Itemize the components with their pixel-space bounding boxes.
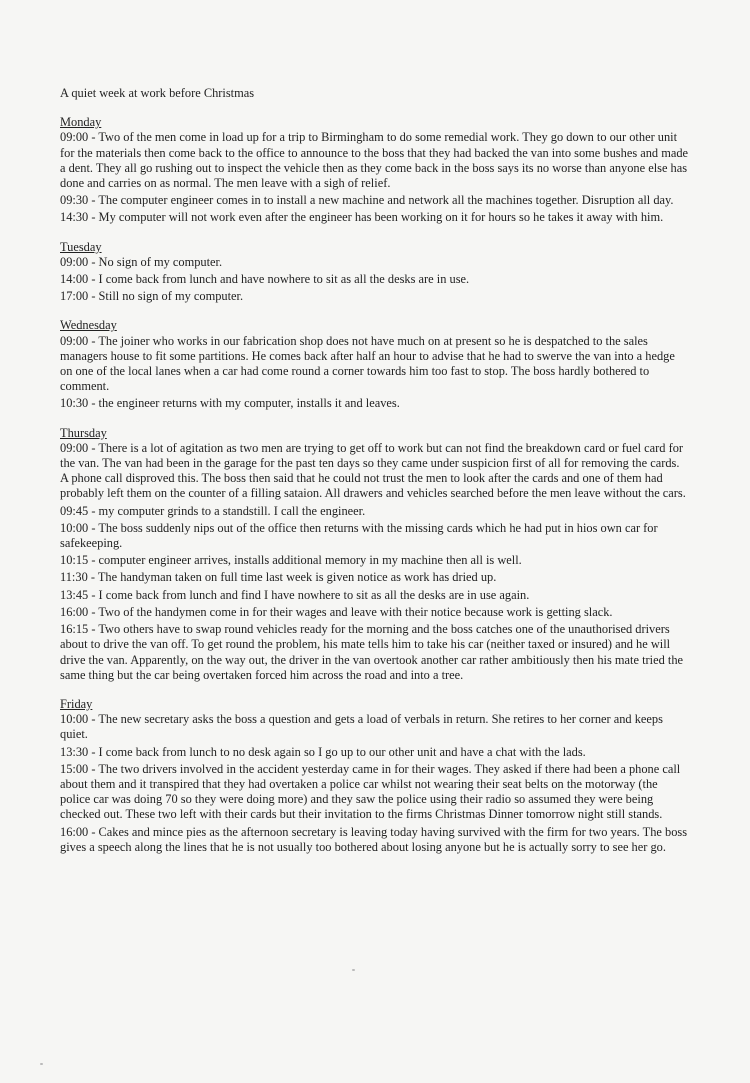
day-heading: Friday — [60, 696, 93, 711]
log-entry: 09:00 - Two of the men come in load up for a trip to Birmingham to do some remedial work. They go down to our other unit for the materials then come back to the office to announce to the boss that they had backed the van into some bushes and made a dent. They all go rushing out to inspect the vehicle then as they come back in the boss says its no worse than anyone else has done and carries on as normal. The men leave with a sigh of relief. — [60, 130, 689, 191]
day-heading: Wednesday — [60, 318, 117, 333]
log-entry: 14:30 - My computer will not work even after the engineer has been working on it for hours so he takes it away with him. — [60, 210, 664, 225]
day-section-monday — [60, 115, 690, 225]
log-entry: 16:00 - Cakes and mince pies as the afternoon secretary is leaving today having survived with the firm for two years. The boss gives a speech along the lines that he is not usually too bothered about losing anyone but he is actually sorry to see her go. — [60, 824, 688, 854]
log-entry: 09:00 - There is a lot of agitation as two men are trying to get off to work but can not find the breakdown card or fuel card for the van. The van had been in the garage for the past ten days so they came under suspicion first of all for removing the cards. A phone call disproved this. The boss then said that he could not trust the men to look after the cards and one of them had probably left them on the counter of a filling sataion. All drawers and vehicles searched before the men leave without the cars. — [60, 440, 686, 501]
log-entry: 13:45 - I come back from lunch and find I have nowhere to sit as all the desks are in use again. — [60, 587, 530, 602]
days-container — [60, 115, 690, 855]
day-heading: Tuesday — [60, 239, 102, 254]
day-heading: Thursday — [60, 425, 107, 440]
log-entry: 14:00 - I come back from lunch and have nowhere to sit as all the desks are in use. — [60, 272, 470, 287]
day-section-wednesday — [60, 318, 690, 411]
document-page — [60, 86, 690, 869]
day-heading: Monday — [60, 115, 102, 130]
log-entry: 10:15 - computer engineer arrives, installs additional memory in my machine then all is well. — [60, 553, 522, 568]
day-section-friday — [60, 697, 690, 855]
log-entry: 10:00 - The new secretary asks the boss a question and gets a load of verbals in return. She retires to her corner and keeps quiet. — [60, 712, 663, 742]
scan-speck — [40, 1063, 43, 1065]
log-entry: 13:30 - I come back from lunch to no desk again so I go up to our other unit and have a chat with the lads. — [60, 744, 586, 759]
document-title: A quiet week at work before Christmas — [60, 86, 255, 100]
scan-speck — [352, 969, 355, 971]
log-entry: 11:30 - The handyman taken on full time last week is given notice as work has dried up. — [60, 570, 497, 585]
log-entry: 09:30 - The computer engineer comes in to install a new machine and network all the machines together. Disruption all day. — [60, 193, 674, 208]
log-entry: 16:00 - Two of the handymen come in for their wages and leave with their notice because work is getting slack. — [60, 604, 613, 619]
log-entry: 15:00 - The two drivers involved in the accident yesterday came in for their wages. They asked if there had been a phone call about them and it transpired that they had overtaken a police car whilst not wearing their seat belts on the motorway (the police car was doing 70 so they were doing more) and they saw the police using their radio so assumed they were being checked out. These two left with their cards but their invitation to the firms Christmas Dinner tomorrow night still stands. — [60, 761, 681, 822]
day-section-thursday — [60, 426, 690, 683]
log-entry: 10:00 - The boss suddenly nips out of the office then returns with the missing cards which he had put in hios own car for safekeeping. — [60, 520, 658, 551]
day-section-tuesday — [60, 240, 690, 305]
log-entry: 16:15 - Two others have to swap round vehicles ready for the morning and the boss catches one of the unauthorised drivers about to drive the van off. To get round the problem, his mate tells him to take his car (neither taxed or insured) and he will drive the van. Apparently, on the way out, the driver in the van overtook another car rather ambitiously then his mate tried the same thing but the car being overtaken forced him across the road and into a tree. — [60, 622, 684, 682]
log-entry: 09:45 - my computer grinds to a standstill. I call the engineer. — [60, 503, 366, 518]
log-entry: 10:30 - the engineer returns with my computer, installs it and leaves. — [60, 396, 400, 411]
log-entry: 09:00 - The joiner who works in our fabrication shop does not have much on at present so he is despatched to the sales managers house to fit some partitions. He comes back after half an hour to advise that he had to swerve the van into a hedge on one of the local lanes when a car had come round a corner towards him too fast to stop. The boss hardly bothered to comment. — [60, 333, 675, 394]
log-entry: 09:00 - No sign of my computer. — [60, 254, 223, 269]
log-entry: 17:00 - Still no sign of my computer. — [60, 289, 244, 304]
